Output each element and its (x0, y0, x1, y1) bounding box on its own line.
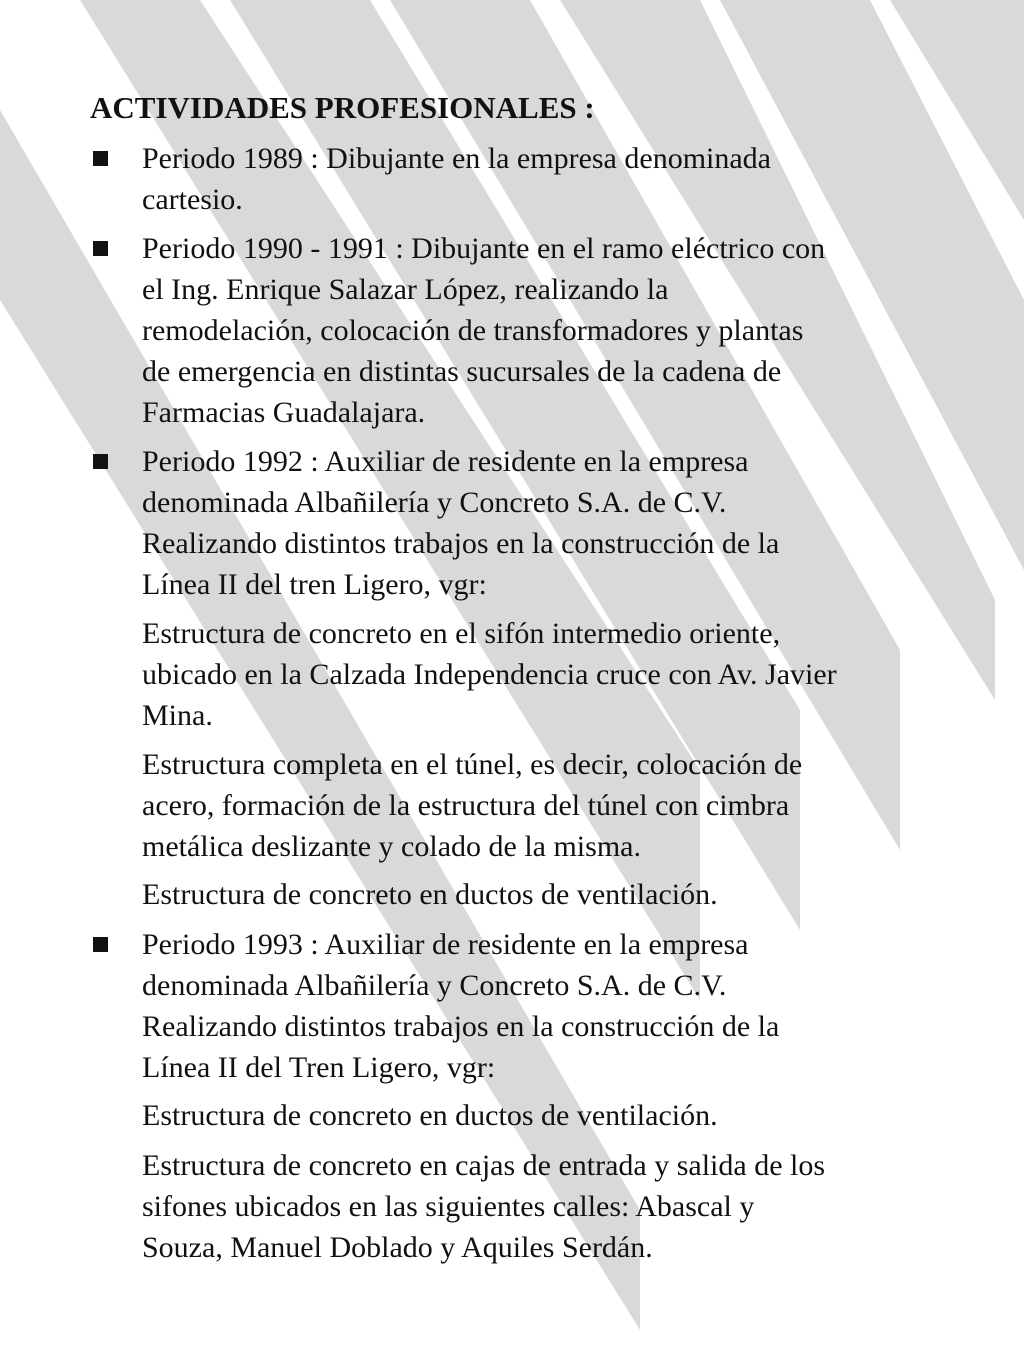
paragraph-period-1993: Periodo 1993 : Auxiliar de residente en la empresa denominada Albañilería y Concreto S.A. de C.V. Realizando distintos trabajos en la construcción de la Línea II del Tren Ligero, vgr: (142, 928, 780, 1084)
paragraph-period-1990-1991: Periodo 1990 - 1991 : Dibujante en el ramo eléctrico con el Ing. Enrique Salazar López, realizando la remodelación, colocación de transformadores y plantas de emergencia en distintas sucursales de la cadena de Farmacias Guadalajara. (142, 232, 826, 429)
bullet-marker (93, 151, 108, 166)
paragraph-period-1989: Periodo 1989 : Dibujante en la empresa denominada cartesio. (142, 142, 771, 216)
paragraph-sifon-intermedio: Estructura de concreto en el sifón intermedio oriente, ubicado en la Calzada Independencia cruce con Av. Javier Mina. (142, 617, 837, 732)
paragraph-cajas-sifones: Estructura de concreto en cajas de entrada y salida de los sifones ubicados en las siguientes calles: Abascal y Souza, Manuel Doblado y Aquiles Serdán. (142, 1149, 826, 1264)
section-heading: ACTIVIDADES PROFESIONALES : (90, 90, 595, 125)
paragraph-ductos-ventilacion-2: Estructura de concreto en ductos de ventilación. (142, 1099, 718, 1132)
bullet-marker (93, 454, 108, 469)
paragraph-ductos-ventilacion-1: Estructura de concreto en ductos de ventilación. (142, 878, 718, 911)
paragraph-period-1992: Periodo 1992 : Auxiliar de residente en la empresa denominada Albañilería y Concreto S.A. de C.V. Realizando distintos trabajos en la construcción de la Línea II del tren Ligero, vgr: (142, 445, 780, 601)
bullet-marker (93, 937, 108, 952)
bullet-marker (93, 241, 108, 256)
paragraph-estructura-tunel: Estructura completa en el túnel, es decir, colocación de acero, formación de la estructura del túnel con cimbra metálica deslizante y colado de la misma. (142, 748, 803, 863)
